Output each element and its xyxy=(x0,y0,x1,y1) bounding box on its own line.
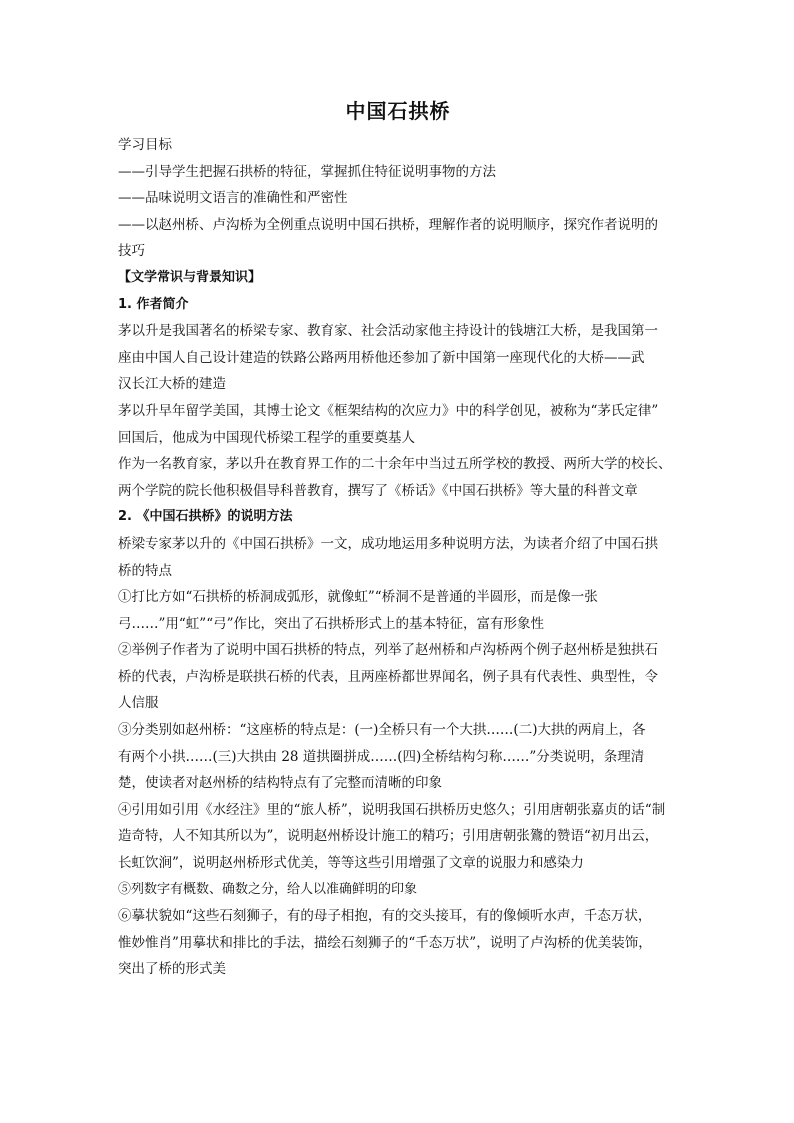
objective-line: 技巧 xyxy=(118,243,145,260)
objective-line: ——品味说明文语言的准确性和严密性 xyxy=(118,190,348,207)
paragraph-line: 桥的代表，卢沟桥是联拱石桥的代表，且两座桥都世界闻名，例子具有代表性、典型性，令 xyxy=(118,668,658,685)
paragraph-line: 桥梁专家茅以升的《中国石拱桥》一文，成功地运用多种说明方法，为读者介绍了中国石拱 xyxy=(118,535,658,552)
objective-line: ——引导学生把握石拱桥的特征，掌握抓住特征说明事物的方法 xyxy=(118,163,496,180)
paragraph-line: 桥的特点 xyxy=(118,562,172,579)
paragraph-line: 两个学院的院长他积极倡导科普教育，撰写了《桥话》《中国石拱桥》等大量的科普文章 xyxy=(118,482,638,499)
subsection-heading-methods: 2. 《中国石拱桥》的说明方法 xyxy=(118,509,293,525)
paragraph-line: ⑥摹状貌如“这些石刻狮子，有的母子相抱，有的交头接耳，有的像倾听水声，千态万状， xyxy=(118,908,652,925)
paragraph-line: ③分类别如赵州桥：“这座桥的特点是：(一)全桥只有一个大拱……(二)大拱的两肩上，各 xyxy=(118,722,646,739)
paragraph-line: 作为一名教育家，茅以升在教育界工作的二十余年中当过五所学校的教授、两所大学的校长、 xyxy=(118,456,672,473)
paragraph-line: 楚，使读者对赵州桥的结构特点有了完整而清晰的印象 xyxy=(118,775,442,792)
paragraph-line: 汉长江大桥的建造 xyxy=(118,376,226,393)
paragraph-line: 长虹饮涧”，说明赵州桥形式优美，等等这些引用增强了文章的说服力和感染力 xyxy=(118,855,584,872)
subsection-heading-author: 1. 作者简介 xyxy=(118,296,189,312)
paragraph-line: 座由中国人自己设计建造的铁路公路两用桥他还参加了新中国第一座现代化的大桥——武 xyxy=(118,349,645,366)
paragraph-line: ②举例子作者为了说明中国石拱桥的特点，列举了赵州桥和卢沟桥两个例子赵州桥是独拱石 xyxy=(118,642,658,659)
paragraph-line: 回国后，他成为中国现代桥梁工程学的重要奠基人 xyxy=(118,429,415,446)
paragraph-line: 弓……”用“虹”“弓”作比，突出了石拱桥形式上的基本特征，富有形象性 xyxy=(118,615,545,632)
paragraph-line: 突出了桥的形式美 xyxy=(118,961,226,978)
paragraph-line: 有两个小拱……(三)大拱由 28 道拱圈拼成……(四)全桥结构匀称……”分类说明，条理清 xyxy=(118,748,645,765)
paragraph-line: ⑤列数字有概数、确数之分，给人以准确鲜明的印象 xyxy=(118,881,418,897)
paragraph-line: 造奇特，人不知其所以为”，说明赵州桥设计施工的精巧；引用唐朝张鷟的赞语“初月出云， xyxy=(118,828,659,845)
paragraph-line: 惟妙惟肖”用摹状和排比的手法，描绘石刻狮子的“千态万状”，说明了卢沟桥的优美装饰， xyxy=(118,934,652,951)
paragraph-line: ④引用如引用《水经注》里的“旅人桥”，说明我国石拱桥历史悠久；引用唐朝张嘉贞的话“制 xyxy=(118,801,666,818)
document-page xyxy=(118,96,678,983)
paragraph-line: ①打比方如“石拱桥的桥洞成弧形，就像虹”“桥洞不是普通的半圆形，而是像一张 xyxy=(118,589,598,606)
page-title: 中国石拱桥 xyxy=(345,99,451,123)
section-heading-background: 【文学常识与背景知识】 xyxy=(118,269,262,285)
paragraph-line: 人信服 xyxy=(118,695,159,712)
objectives-heading: 学习目标 xyxy=(118,137,172,153)
paragraph-line: 茅以升早年留学美国，其博士论文《框架结构的次应力》中的科学创见，被称为“茅氏定律” xyxy=(118,402,659,419)
objective-line: ——以赵州桥、卢沟桥为全例重点说明中国石拱桥，理解作者的说明顺序，探究作者说明的 xyxy=(118,216,658,233)
paragraph-line: 茅以升是我国著名的桥梁专家、教育家、社会活动家他主持设计的钱塘江大桥，是我国第一 xyxy=(118,323,658,340)
